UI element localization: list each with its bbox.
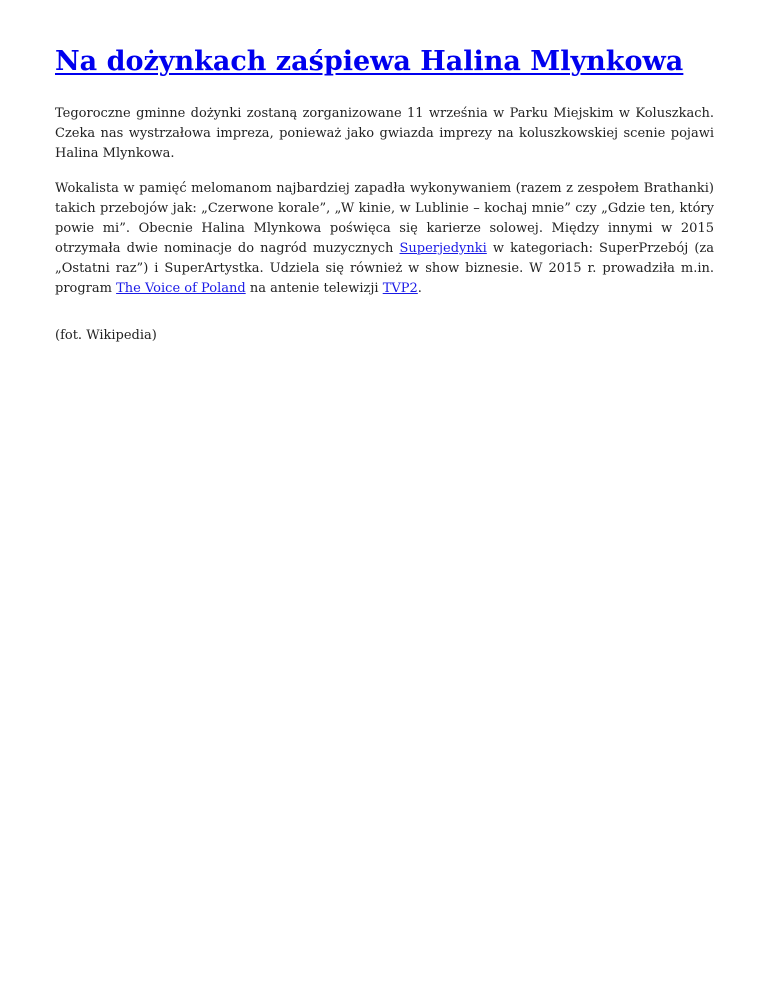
article-title-link[interactable]: Na dożynkach zaśpiewa Halina Mlynkowa bbox=[55, 46, 684, 77]
article-title bbox=[55, 42, 714, 82]
body-text-segment: Wokalista w pamięć melomanom najbardziej zapadła wykonywaniem (razem z zespołem Brathanki) takich przebojów jak: „Czerwone korale”, „W kinie, w Lublinie – kochaj mnie” czy „Gdzie ten, który powie mi”. Obecnie Halina Mlynkowa poświęca się karierze solowej. Między innymi w 2015 otrzymała dwie nominacje do nagród muzycznych bbox=[55, 181, 714, 256]
body-text-segment: na antenie telewizji bbox=[245, 281, 383, 296]
superjedynki-link[interactable]: Superjedynki bbox=[399, 241, 487, 256]
article bbox=[55, 42, 714, 346]
body-paragraph bbox=[55, 179, 714, 299]
intro-paragraph: Tegoroczne gminne dożynki zostaną zorganizowane 11 września w Parku Miejskim w Koluszkach. Czeka nas wystrzałowa impreza, ponieważ jako gwiazda imprezy na koluszkowskiej scenie pojawi Halina Mlynkowa. bbox=[55, 106, 714, 161]
tvp2-link[interactable]: TVP2 bbox=[382, 281, 418, 296]
body-text-segment: . bbox=[417, 281, 422, 296]
photo-caption: (fot. Wikipedia) bbox=[55, 328, 157, 343]
the-voice-of-poland-link[interactable]: The Voice of Poland bbox=[116, 281, 246, 296]
body-text-segment: w kategoriach: SuperPrzebój (za „Ostatni raz”) i SuperArtystka. Udziela się również w show biznesie. W 2015 r. prowadziła m.in. program bbox=[55, 241, 714, 296]
